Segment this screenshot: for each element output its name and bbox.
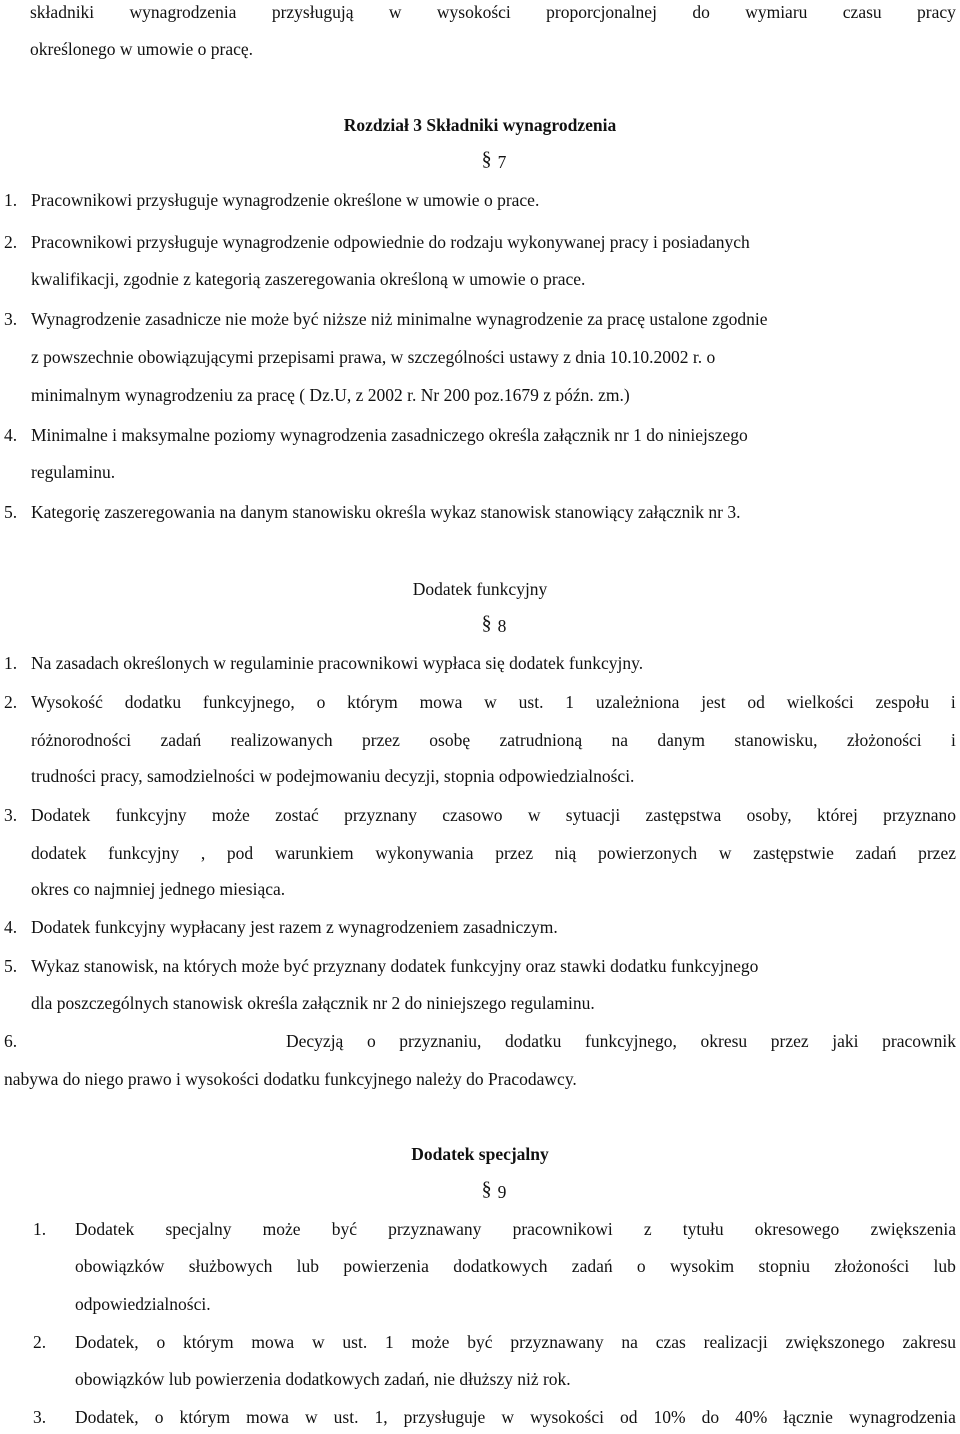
word: wielkości [786,692,854,712]
item-text: kwalifikacji, zgodnie z kategorią zaszeregowania określoną w umowie o prace. [31,269,586,289]
item-text [31,836,956,870]
list-item-continuation [0,455,960,489]
word: Dodatek [31,805,91,825]
item-text: Na zasadach określonych w regulaminie pracownikowi wypłaca się dodatek funkcyjny. [31,653,644,673]
word: przez [918,843,956,863]
word: o [636,1256,646,1276]
word: o [366,1031,376,1051]
section-heading-9 [0,1175,960,1209]
item-text: okres co najmniej jednego miesiąca. [31,879,286,899]
word: w [718,843,732,863]
word: osobę [429,730,471,750]
item-number: 4. [4,425,18,445]
item-text: dla poszczególnych stanowisk określa załącznik nr 2 do niniejszego regulaminu. [31,993,595,1013]
list-item [0,949,960,983]
word: do [692,2,710,22]
word: mowa [419,692,463,712]
item-text [75,1212,956,1246]
word: jest [701,692,726,712]
section-title-dodatek-specjalny: Dodatek specjalny [411,1144,549,1164]
word: wysokim [669,1256,735,1276]
item-text: regulaminu. [31,462,116,482]
word: tytułu [682,1219,724,1239]
word: może [262,1219,301,1239]
word: nią [554,843,577,863]
list-item [0,225,960,259]
item-text: Wykaz stanowisk, na których może być przyznany dodatek funkcyjny oraz stawki dodatku funkcyjnego [31,956,759,976]
word: specjalny [165,1219,232,1239]
word: przysługują [271,2,354,22]
word: od [620,1407,638,1427]
word: stopniu [758,1256,811,1276]
item-number: 1. [4,653,18,673]
section-symbol: § [481,148,492,170]
list-item-continuation [0,378,960,412]
section-title-dodatek-funkcyjny: Dodatek funkcyjny [412,579,548,599]
word: zadań [571,1256,613,1276]
word: ust. [518,692,544,712]
list-item [0,685,960,719]
word: z [643,1219,652,1239]
item-text [75,1249,956,1283]
section-number: 8 [497,616,507,636]
word: o [316,692,326,712]
word: pracownik [882,1031,956,1051]
word: i [950,692,956,712]
list-item-continuation [0,1062,960,1096]
word: zwiększenia [870,1219,956,1239]
word: wysokości [530,1407,604,1427]
word: w [388,2,402,22]
word: od [747,692,765,712]
word: funkcyjny [115,805,187,825]
word: na [621,1332,638,1352]
word: zadań [160,730,202,750]
word: lub [296,1256,320,1276]
word: osoby, [746,805,792,825]
item-text: Wynagrodzenie zasadnicze nie może być niższe niż minimalne wynagrodzenie za pracę ustalone zgodnie [31,309,768,329]
word: funkcyjny [108,843,180,863]
word: i [951,730,956,750]
word: stanowisku, [734,730,818,750]
word: , [200,843,206,863]
list-item [0,1212,960,1246]
section-number: 9 [497,1182,507,1202]
word: zastępstwie [753,843,834,863]
word: 1, [374,1407,388,1427]
word: składniki [30,2,95,22]
word: pracownikowi [512,1219,613,1239]
word: przyznano [883,805,956,825]
word: wykonywania [375,843,474,863]
word: którym [347,692,398,712]
word: w [527,805,541,825]
word: funkcyjnego, [202,692,295,712]
word: łącznie [783,1407,833,1427]
word: której [816,805,858,825]
word: Dodatek [75,1219,135,1239]
word: czas [655,1332,686,1352]
list-item-continuation [0,759,960,793]
word: może [211,805,250,825]
list-item-continuation [0,340,960,374]
list-item [0,302,960,336]
word: realizacji [703,1332,768,1352]
item-text: obowiązków lub powierzenia dodatkowych zadań, nie dłuższy niż rok. [75,1369,571,1389]
word: w [484,692,497,712]
word: Dodatek, [75,1407,139,1427]
word: przez [495,843,534,863]
word: do [701,1407,720,1427]
list-item [0,910,960,944]
word: w [311,1332,325,1352]
item-number: 5. [4,502,18,522]
list-item [0,646,960,680]
item-text [31,685,956,719]
section-symbol: § [481,1178,492,1200]
list-item [0,1325,960,1359]
word: warunkiem [274,843,354,863]
intro-line-2: określonego w umowie o pracę. [30,39,254,59]
word: zastępstwa [645,805,722,825]
word: wynagrodzenia [129,2,237,22]
word: złożoności [834,1256,910,1276]
word: okresu [700,1031,748,1051]
item-number: 1. [33,1219,47,1239]
word: Wysokość [31,692,103,712]
word: mowa [246,1407,289,1427]
word: przysługuje [403,1407,486,1427]
word: przez [362,730,400,750]
word: być [467,1332,493,1352]
item-text: odpowiedzialności. [75,1294,211,1314]
item-number: 3. [33,1407,47,1427]
word: lub [933,1256,956,1276]
list-item-continuation [0,986,960,1020]
item-number: 2. [33,1332,47,1352]
word: wysokości [436,2,511,22]
word: przyznawany [510,1332,604,1352]
item-text: minimalnym wynagrodzeniu za pracę ( Dz.U, z 2002 r. Nr 200 poz.1679 z późn. zm.) [31,385,630,405]
word: dodatkowych [453,1256,548,1276]
word: dodatku [124,692,182,712]
word: dodatek [31,843,87,863]
item-text [31,798,956,832]
item-text: Dodatek funkcyjny wypłacany jest razem z wynagrodzeniem zasadniczym. [31,917,558,937]
word: być [331,1219,357,1239]
word: o [154,1407,164,1427]
word: funkcyjnego, [585,1031,677,1051]
word: w [501,1407,515,1427]
word: 40% [735,1407,768,1427]
word: okresowego [754,1219,840,1239]
list-item [0,798,960,832]
list-item-continuation [0,836,960,870]
word: proporcjonalnej [546,2,657,22]
item-number: 2. [4,232,18,252]
word: sytuacji [565,805,621,825]
word: danym [657,730,705,750]
chapter-title: Rozdział 3 Składniki wynagrodzenia [343,115,617,135]
word: zatrudnioną [499,730,583,750]
word: powierzonych [597,843,698,863]
word: pracy [917,2,956,22]
list-item-continuation [0,262,960,296]
word: ust. [342,1332,368,1352]
word: 1 [385,1332,394,1352]
word: jaki [832,1031,859,1051]
item-text: nabywa do niego prawo i wysokości dodatku funkcyjnego należy do Pracodawcy. [4,1069,577,1089]
list-item-continuation [0,723,960,757]
word: dodatku [505,1031,562,1051]
word: czasowo [442,805,503,825]
item-text: Minimalne i maksymalne poziomy wynagrodzenia zasadniczego określa załącznik nr 1 do niniejszego [31,425,748,445]
word: którym [183,1332,234,1352]
intro-line-1 [30,0,956,29]
word: zakresu [902,1332,956,1352]
list-item-continuation [0,1249,960,1283]
item-number: 3. [4,309,18,329]
word: służbowych [188,1256,273,1276]
word: którym [179,1407,231,1427]
word: na [611,730,628,750]
item-number: 2. [4,692,18,712]
list-item [0,1024,960,1058]
item-text: Kategorię zaszeregowania na danym stanowisku określa wykaz stanowisk stanowiący załącznik nr 3. [31,502,741,522]
word: realizowanych [230,730,333,750]
word: złożoności [846,730,922,750]
word: przyznany [344,805,417,825]
word: wymiaru [745,2,808,22]
word: 10% [653,1407,686,1427]
item-text: Pracownikowi przysługuje wynagrodzenie odpowiednie do rodzaju wykonywanej pracy i posiadanych [31,232,750,252]
item-text: trudności pracy, samodzielności w podejmowaniu decyzji, stopnia odpowiedzialności. [31,766,635,786]
list-item-continuation [0,1362,960,1396]
word: ust. [333,1407,359,1427]
word: różnorodności [31,730,132,750]
item-text [31,723,956,757]
word: Dodatek, [75,1332,139,1352]
word: zespołu [875,692,930,712]
word: powierzenia [343,1256,429,1276]
list-item-continuation [0,1287,960,1321]
item-number: 3. [4,805,18,825]
word: zadań [855,843,897,863]
word: może [411,1332,450,1352]
word: przez [770,1031,809,1051]
word: obowiązków [75,1256,165,1276]
word: 1 [565,692,575,712]
word: zwiększonego [785,1332,885,1352]
section-heading-7 [0,145,960,179]
word: pod [226,843,254,863]
word: wynagrodzenia [848,1407,956,1427]
list-item [0,495,960,529]
section-number: 7 [497,152,507,172]
word: o [156,1332,166,1352]
word: Decyzją [286,1031,344,1051]
item-number: 1. [4,190,18,210]
word: mowa [251,1332,295,1352]
word: zostać [275,805,319,825]
list-item-continuation [0,872,960,906]
section-heading-8 [0,609,960,643]
word: czasu [842,2,882,22]
list-item [0,418,960,452]
word: przyznawany [388,1219,482,1239]
item-number: 4. [4,917,18,937]
list-item [0,183,960,217]
word: przyznaniu, [399,1031,482,1051]
item-text: Pracownikowi przysługuje wynagrodzenie określone w umowie o prace. [31,190,540,210]
section-symbol: § [481,612,492,634]
word: w [304,1407,318,1427]
item-number: 5. [4,956,18,976]
item-text: z powszechnie obowiązującymi przepisami prawa, w szczególności ustawy z dnia 10.10.2002 r. o [31,347,716,367]
word: uzależniona [595,692,680,712]
item-number: 6. [4,1031,18,1051]
item-text [286,1024,956,1058]
item-text [75,1325,956,1359]
